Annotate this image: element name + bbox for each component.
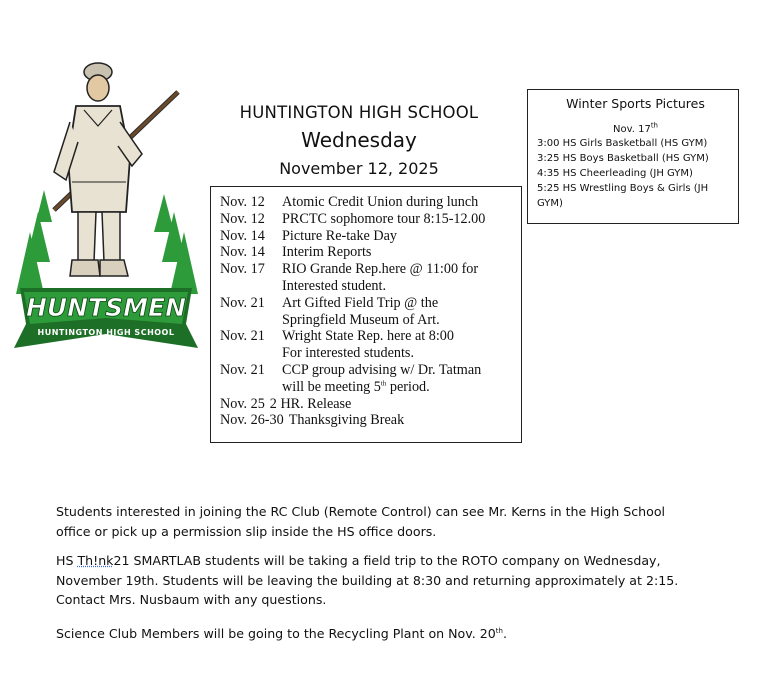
event-text xyxy=(282,295,521,329)
event-text: Atomic Credit Union during lunch xyxy=(282,194,479,210)
event-row xyxy=(220,228,521,245)
rc-club-paragraph: Students interested in joining the RC Club (Remote Control) can see Mr. Kerns in the High School office or pick up a permission slip inside the HS office doors. xyxy=(56,504,666,539)
science-club-paragraph: Science Club Members will be going to the Recycling Plant on Nov. 20th. xyxy=(56,626,507,641)
event-text: PRCTC sophomore tour 8:15-12.00 xyxy=(282,210,486,227)
ordinal-suffix: th xyxy=(380,379,387,388)
event-date: Nov. 12 xyxy=(220,210,265,227)
event-text: Picture Re-take Day xyxy=(282,227,398,244)
school-name: HUNTINGTON HIGH SCHOOL xyxy=(239,103,479,122)
sports-item: 4:35 HS Cheerleading (JH GYM) xyxy=(537,168,693,179)
event-row xyxy=(220,396,521,413)
think-word: Th!nk xyxy=(77,553,114,568)
newsletter-date: November 12, 2025 xyxy=(279,159,439,178)
event-row xyxy=(220,244,521,261)
event-date: Nov. 14 xyxy=(220,244,265,261)
sports-item: 5:25 HS Wrestling Boys & Girls (JH GYM) xyxy=(537,183,709,209)
event-date: Nov. 12 xyxy=(220,194,265,210)
event-text: 2 HR. Release xyxy=(269,395,352,412)
logo-subtitle: HUNTINGTON HIGH SCHOOL xyxy=(37,328,175,337)
sports-item: 3:00 HS Girls Basketball (HS GYM) xyxy=(537,138,708,149)
event-text xyxy=(282,362,521,396)
logo-wordmark: HUNTSMEN xyxy=(25,293,187,322)
logo-banner xyxy=(14,288,198,348)
event-text xyxy=(282,261,521,295)
event-text-line2b: period. xyxy=(386,378,430,395)
event-row xyxy=(220,194,521,211)
event-text-line1: CCP group advising w/ Dr. Tatman xyxy=(282,361,482,378)
event-text: Interim Reports xyxy=(282,244,372,261)
event-text-line1: RIO Grande Rep.here @ 11:00 for xyxy=(282,261,479,278)
event-date: Nov. 21 xyxy=(220,328,265,345)
event-row xyxy=(220,362,521,396)
event-text-line2a: will be meeting 5 xyxy=(282,378,381,395)
ordinal-suffix: th xyxy=(495,626,503,635)
event-text-line1: Wright State Rep. here at 8:00 xyxy=(282,328,454,345)
event-text: Thanksgiving Break xyxy=(288,412,405,429)
event-date: Nov. 25 xyxy=(220,395,265,412)
sports-date: Nov. 17th xyxy=(612,121,658,135)
event-row xyxy=(220,211,521,228)
event-date: Nov. 14 xyxy=(220,227,265,244)
smartlab-paragraph: HS Th!nk21 SMARTLAB students will be taking a field trip to the ROTO company on Wednesday, November 19th. Students will be leaving the building at 8:30 and returning approximately at 2:15. Contact Mrs. Nusbaum with any questions. xyxy=(56,553,679,607)
event-row xyxy=(220,295,521,329)
event-date: Nov. 21 xyxy=(220,361,265,378)
huntsmen-logo xyxy=(14,62,198,352)
event-text-line2: Interested student. xyxy=(282,277,387,294)
ordinal-suffix: th xyxy=(650,121,658,130)
event-text-line2: For interested students. xyxy=(282,345,415,362)
event-date: Nov. 21 xyxy=(220,294,265,311)
event-text xyxy=(282,328,521,362)
event-date: Nov. 17 xyxy=(220,261,265,278)
event-text-line2: Springfield Museum of Art. xyxy=(282,311,440,328)
sports-item: 3:25 HS Boys Basketball (HS GYM) xyxy=(537,153,709,164)
winter-sports-box xyxy=(527,89,739,224)
frontiersman-figure xyxy=(54,63,142,276)
event-row xyxy=(220,412,521,429)
event-row xyxy=(220,261,521,295)
event-date: Nov. 26-30 xyxy=(220,412,284,429)
event-row xyxy=(220,328,521,362)
newsletter-header xyxy=(212,102,506,180)
sports-title: Winter Sports Pictures xyxy=(566,96,705,111)
day-of-week: Wednesday xyxy=(301,128,417,152)
events-calendar-box xyxy=(210,186,522,443)
event-text-line1: Art Gifted Field Trip @ the xyxy=(282,294,439,311)
